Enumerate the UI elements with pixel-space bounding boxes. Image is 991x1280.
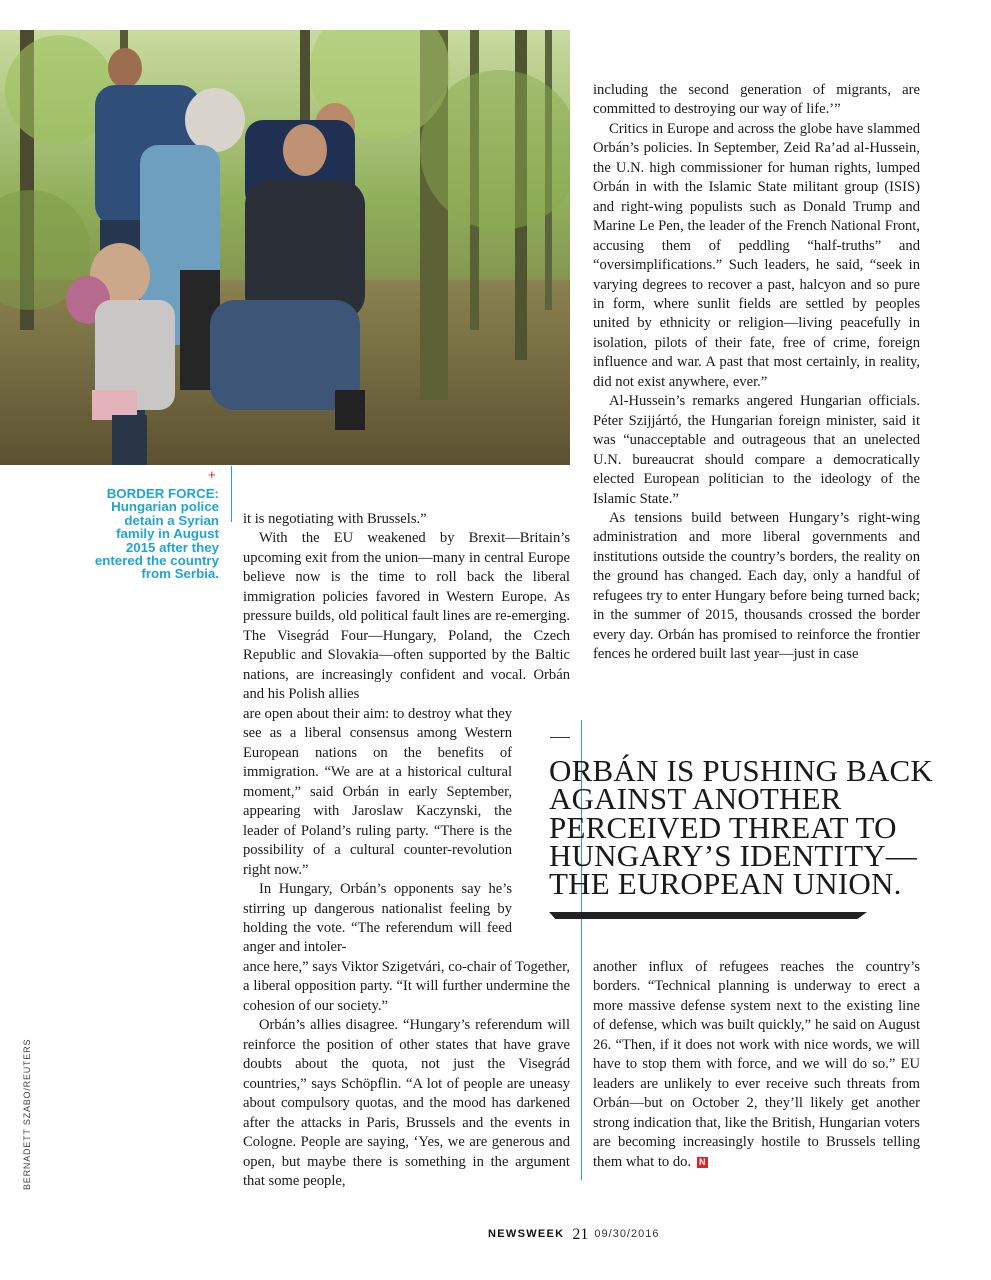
photo-credit: BERNADETT SZABO/REUTERS	[22, 1038, 32, 1190]
article-column-left-middle	[243, 705, 512, 958]
article-photo	[0, 30, 570, 465]
article-paragraph: As tensions build between Hungary’s right-wing administration and more liberal governments and institutions outside the country’s borders, the reality on the ground has changed. Each day, only a handful of refugees try to enter Hungary before being turned back; in the summer of 2015, thousands crossed the border every day. Orbán has promised to reinforce the frontier fences he ordered built last year—just in case	[593, 509, 920, 663]
page-number: 21	[572, 1226, 589, 1243]
article-paragraph: Al-Hussein’s remarks angered Hungarian officials. Péter Szijjártó, the Hungarian foreign minister, said it was “unacceptable and outrageous that an unelected U.N. bureaucrat should compare a democratically elected European politician to the ideology of the Islamic State.”	[593, 393, 920, 507]
end-mark-icon: N	[697, 1157, 708, 1168]
pullquote-dash	[550, 737, 570, 738]
article-column-right-top	[593, 81, 920, 665]
article-column-left-bottom	[243, 958, 570, 1191]
article-paragraph: Orbán’s allies disagree. “Hungary’s referendum will reinforce the position of other states that have grave doubts about the quota, not just the Visegrád countries,” says Schöpflin. “A lot of people are uneasy about compulsory quotas, and the mood has darkened after the attacks in Paris, Brussels and the events in Cologne. People are saying, ‘Yes, we are generous and open, but maybe there is something in the argument that some people,	[243, 1017, 570, 1189]
article-paragraph: In Hungary, Orbán’s opponents say he’s stirring up dangerous nationalist feeling by holding the vote. “The referendum will feed anger and intoler-	[243, 881, 512, 956]
article-paragraph: it is negotiating with Brussels.”	[243, 511, 427, 527]
pullquote-bar	[549, 912, 867, 919]
pullquote: ORBÁN IS PUSHING BACK AGAINST ANOTHER PERCEIVED THREAT TO HUNGARY’S IDENTITY— THE EUROPEAN UNION.	[549, 753, 934, 902]
article-paragraph: are open about their aim: to destroy what they see as a liberal consensus among Western European nations on the benefits of immigration. “We are at a historical cultural moment,” said Orbán in early September, appearing with Jaroslaw Kaczynski, the leader of Poland’s ruling party. “There is the possibility of a cultural counter-revolution right now.”	[243, 706, 512, 878]
article-column-right-bottom	[593, 958, 920, 1172]
caption-rule	[231, 466, 232, 522]
article-paragraph: another influx of refugees reaches the country’s borders. “Technical planning is underway to erect a more massive defense system next to the existing line of defense, which was built quickly,” he said on August 26. “Then, if it does not work with nice words, we will have to stop them with force, and we will do so.” EU leaders are unlikely to ever receive such threats from Orbán—but on October 2, they’ll likely get another strong indication that, like the British, Hungarian voters are becoming increasingly hostile to Brussels telling them what to do. N	[593, 959, 920, 1170]
article-column-left-top	[243, 510, 570, 705]
article-paragraph: With the EU weakened by Brexit—Britain’s upcoming exit from the union—many in central Europe believe now is the time to roll back the liberal immigration policies favored in Western Europe. As pressure builds, old political fault lines are re-emerging. The Visegrád Four—Hungary, Poland, the Czech Republic and Slovakia—often supported by the Baltic nations, are increasingly confident and vocal. Orbán and his Polish allies	[243, 530, 570, 703]
article-paragraph: including the second generation of migrants, are committed to destroying our way of life.’”	[593, 82, 920, 118]
article-paragraph: ance here,” says Viktor Szigetvári, co-chair of Together, a liberal opposition party. “It will further undermine the cohesion of our society.”	[243, 959, 570, 1014]
folio	[488, 1226, 659, 1244]
magazine-name: NEWSWEEK	[488, 1228, 565, 1240]
photo-illustration	[0, 30, 570, 465]
article-paragraph: Critics in Europe and across the globe have slammed Orbán’s policies. In September, Zeid Ra’ad al-Hussein, the U.N. high commissioner for human rights, lumped Orbán in with the Islamic State militant group (ISIS) and right-wing populists such as Donald Trump and Marine Le Pen, the leader of the French National Front, accusing them of peddling “half-truths” and “oversimplifications.” Such leaders, he said, “seek in varying degrees to recover a past, halcyon and so pure in form, where sunlit fields are settled by peoples united by ethnicity or religion—living peacefully in isolation, pilots of their fate, free of crime, foreign influence and war. A past that most certainly, in reality, did not exist anywhere, ever.”	[593, 120, 920, 390]
issue-date: 09/30/2016	[594, 1228, 660, 1240]
caption-plus-mark: +	[208, 467, 216, 482]
photo-caption: BORDER FORCE: Hungarian police detain a Syrian family in August 2015 after they entered the country from Serbia.	[94, 486, 219, 582]
